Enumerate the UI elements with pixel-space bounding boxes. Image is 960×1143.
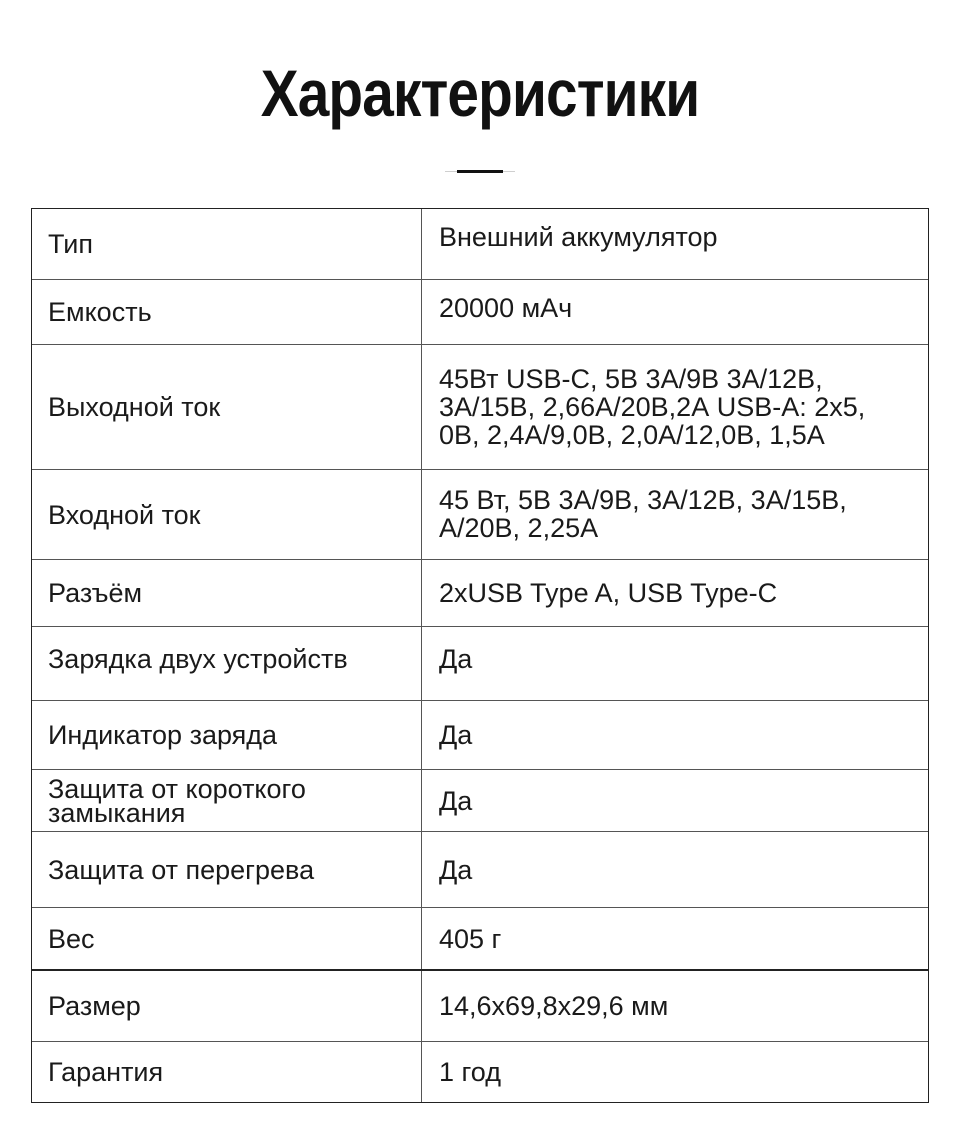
spec-label: Разъём	[48, 578, 143, 608]
spec-value: Да	[439, 854, 473, 885]
spec-value: 1 год	[439, 1057, 501, 1087]
spec-row-overheat-protection	[32, 831, 928, 907]
spec-label: Размер	[48, 991, 141, 1021]
spec-label: Вес	[48, 923, 95, 954]
spec-value: 405 г	[439, 923, 502, 954]
spec-value: 14,6x69,8x29,6 мм	[439, 991, 669, 1021]
spec-value: 45Вт USB-C, 5В 3А/9В 3А/12В, 3А/15В, 2,66А/20В,2А USB-A: 2x5, 0В, 2,4А/9,0В, 2,0А/12,0В, 1,5А	[439, 364, 866, 450]
spec-value: 2xUSB Type A, USB Type-C	[439, 578, 778, 608]
spec-row-output-current	[32, 344, 928, 469]
spec-label: Гарантия	[48, 1057, 164, 1087]
spec-row-type	[32, 209, 928, 279]
spec-label: Зарядка двух устройств	[48, 644, 348, 674]
spec-label: Выходной ток	[48, 392, 221, 422]
spec-value: Внешний аккумулятор	[439, 222, 718, 252]
spec-row-warranty	[32, 1041, 928, 1102]
spec-label: Защита от перегрева	[48, 854, 315, 885]
spec-value: Да	[439, 720, 473, 750]
spec-value: Да	[439, 644, 473, 674]
spec-label: Входной ток	[48, 499, 201, 530]
spec-label: Тип	[48, 229, 94, 259]
page-title: Характеристики	[260, 56, 700, 130]
spec-row-weight	[32, 907, 928, 969]
spec-label: Емкость	[48, 297, 152, 327]
spec-row-charge-indicator	[32, 700, 928, 769]
spec-row-capacity	[32, 279, 928, 344]
spec-row-connector	[32, 559, 928, 626]
spec-row-input-current	[32, 469, 928, 559]
spec-value: Да	[439, 785, 473, 816]
spec-label: Индикатор заряда	[48, 720, 278, 750]
title-divider	[445, 170, 515, 173]
spec-row-dual-charging	[32, 626, 928, 700]
spec-value: 45 Вт, 5В 3А/9В, 3А/12В, 3А/15В, А/20В, 2,25А	[439, 485, 847, 543]
spec-label: Защита от короткого замыкания	[48, 773, 306, 828]
spec-row-size	[32, 969, 928, 1041]
spec-row-short-circuit-protection	[32, 769, 928, 831]
spec-value: 20000 мАч	[439, 293, 573, 323]
spec-table	[31, 208, 929, 1103]
